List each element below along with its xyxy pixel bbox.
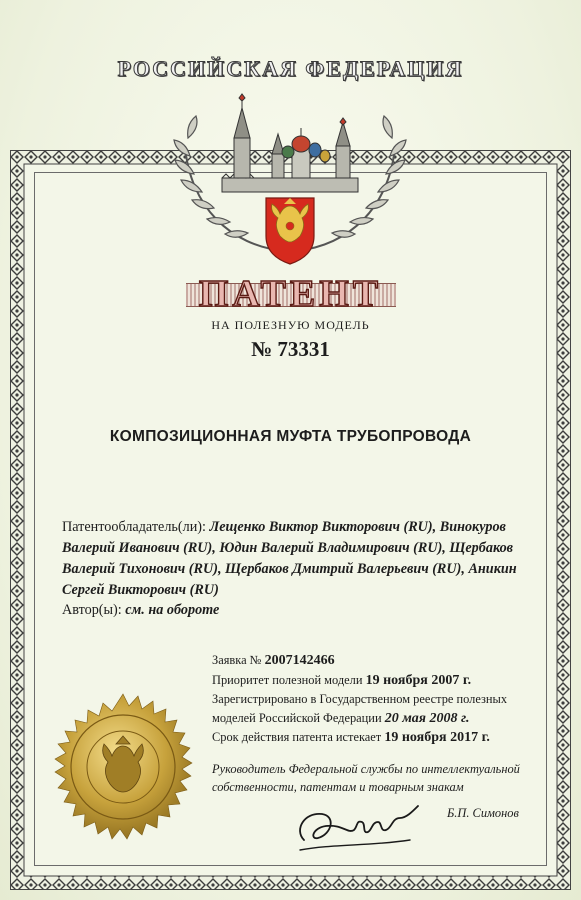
gold-seal	[48, 692, 198, 842]
holders-label: Патентообладатель(ли):	[62, 519, 206, 535]
handwritten-signature	[292, 800, 422, 860]
coat-of-arms-icon	[266, 198, 314, 264]
emblem	[160, 86, 420, 266]
priority-label: Приоритет полезной модели	[212, 672, 363, 687]
registered-value: 20 мая 2008 г.	[384, 710, 470, 726]
priority-row	[212, 671, 552, 691]
patent-title: ПАТЕНТ	[198, 273, 383, 315]
expiry-row	[212, 728, 552, 748]
expiry-value: 19 ноября 2017 г.	[384, 730, 490, 745]
application-row	[212, 651, 552, 671]
invention-title: КОМПОЗИЦИОННАЯ МУФТА ТРУБОПРОВОДА	[109, 428, 472, 445]
holders-value: Лещенко Виктор Викторович (RU), Винокуров Валерий Иванович (RU), Юдин Валерий Владимирович (RU), Щербаков Валерий Тихонович (RU), Щербаков Дмитрий Валерьевич (RU), Аникин Сергей Викторович (RU)	[62, 519, 517, 598]
authors-value: см. на обороте	[125, 602, 220, 618]
application-value: 2007142466	[264, 653, 335, 668]
patent-authors	[62, 602, 532, 619]
authors-label: Автор(ы):	[62, 602, 122, 618]
expiry-label: Срок действия патента истекает	[212, 730, 382, 744]
signatory-position: Руководитель Федеральной службы по интеллектуальной собственности, патентам и товарным знакам	[212, 762, 520, 794]
signatory-name: Б.П. Симонов	[447, 806, 519, 820]
registered-row	[212, 690, 552, 728]
patent-holders	[62, 517, 532, 601]
patent-subtitle: НА ПОЛЕЗНУЮ МОДЕЛЬ	[211, 318, 370, 332]
country-heading: РОССИЙСКАЯ ФЕДЕРАЦИЯ	[117, 56, 464, 81]
registered-label: Зарегистрировано в Государственном реестре полезных моделей Российской Федерации	[212, 692, 508, 725]
registration-facts	[212, 651, 552, 748]
application-label: Заявка №	[212, 653, 262, 667]
kremlin-skyline-icon	[222, 94, 358, 192]
priority-value: 19 ноября 2007 г.	[365, 672, 472, 688]
patent-number: № 73331	[251, 337, 330, 361]
